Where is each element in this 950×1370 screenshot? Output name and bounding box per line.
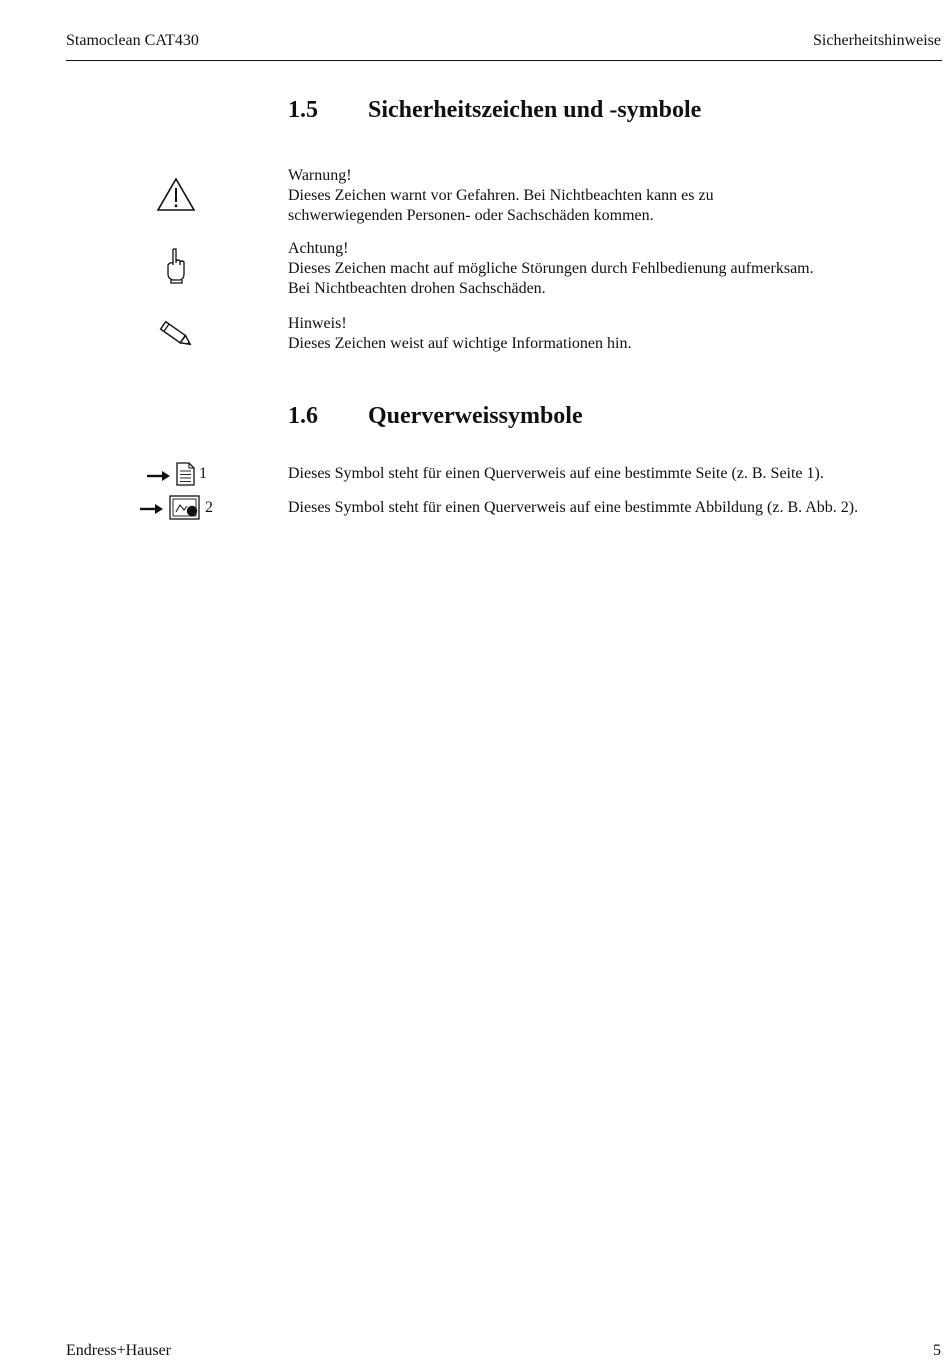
page-reference-icon (146, 461, 196, 487)
header-rule (66, 60, 942, 61)
pointing-hand-icon (164, 247, 188, 285)
figure-reference-text: Dieses Symbol steht für einen Querverweis auf eine bestimmte Abbildung (z. B. Abb. 2). (288, 499, 859, 516)
footer-company: Endress+Hauser (66, 1342, 171, 1359)
figure-reference-number: 2 (205, 499, 213, 516)
section-number: 1.5 (288, 97, 318, 123)
note-paragraph (288, 314, 888, 354)
note-label: Hinweis! (288, 315, 347, 332)
warning-label: Warnung! (288, 167, 352, 184)
section-heading-1-6 (288, 403, 583, 430)
running-header-section: Sicherheitshinweise (813, 32, 941, 49)
page-reference-text: Dieses Symbol steht für einen Querverweis auf eine bestimmte Seite (z. B. Seite 1). (288, 465, 824, 482)
caution-paragraph (288, 239, 888, 299)
section-title: Sicherheitszeichen und -symbole (368, 97, 702, 123)
section-number: 1.6 (288, 403, 318, 429)
section-title: Querverweissymbole (368, 403, 583, 429)
caution-text-line-1: Dieses Zeichen macht auf mögliche Störungen durch Fehlbedienung aufmerksam. (288, 260, 814, 277)
figure-reference-icon (139, 494, 203, 522)
section-heading-1-5 (288, 97, 701, 124)
running-header-title: Stamoclean CAT430 (66, 32, 199, 49)
page-reference-number: 1 (199, 465, 207, 482)
warning-paragraph (288, 166, 888, 226)
page-number: 5 (933, 1342, 941, 1359)
caution-label: Achtung! (288, 240, 349, 257)
warning-text-line-1: Dieses Zeichen warnt vor Gefahren. Bei Nichtbeachten kann es zu (288, 187, 714, 204)
note-text-line-1: Dieses Zeichen weist auf wichtige Informationen hin. (288, 335, 632, 352)
warning-triangle-icon (156, 177, 196, 213)
caution-text-line-2: Bei Nichtbeachten drohen Sachschäden. (288, 280, 546, 297)
warning-text-line-2: schwerwiegenden Personen- oder Sachschäden kommen. (288, 207, 654, 224)
pencil-icon (157, 320, 195, 350)
